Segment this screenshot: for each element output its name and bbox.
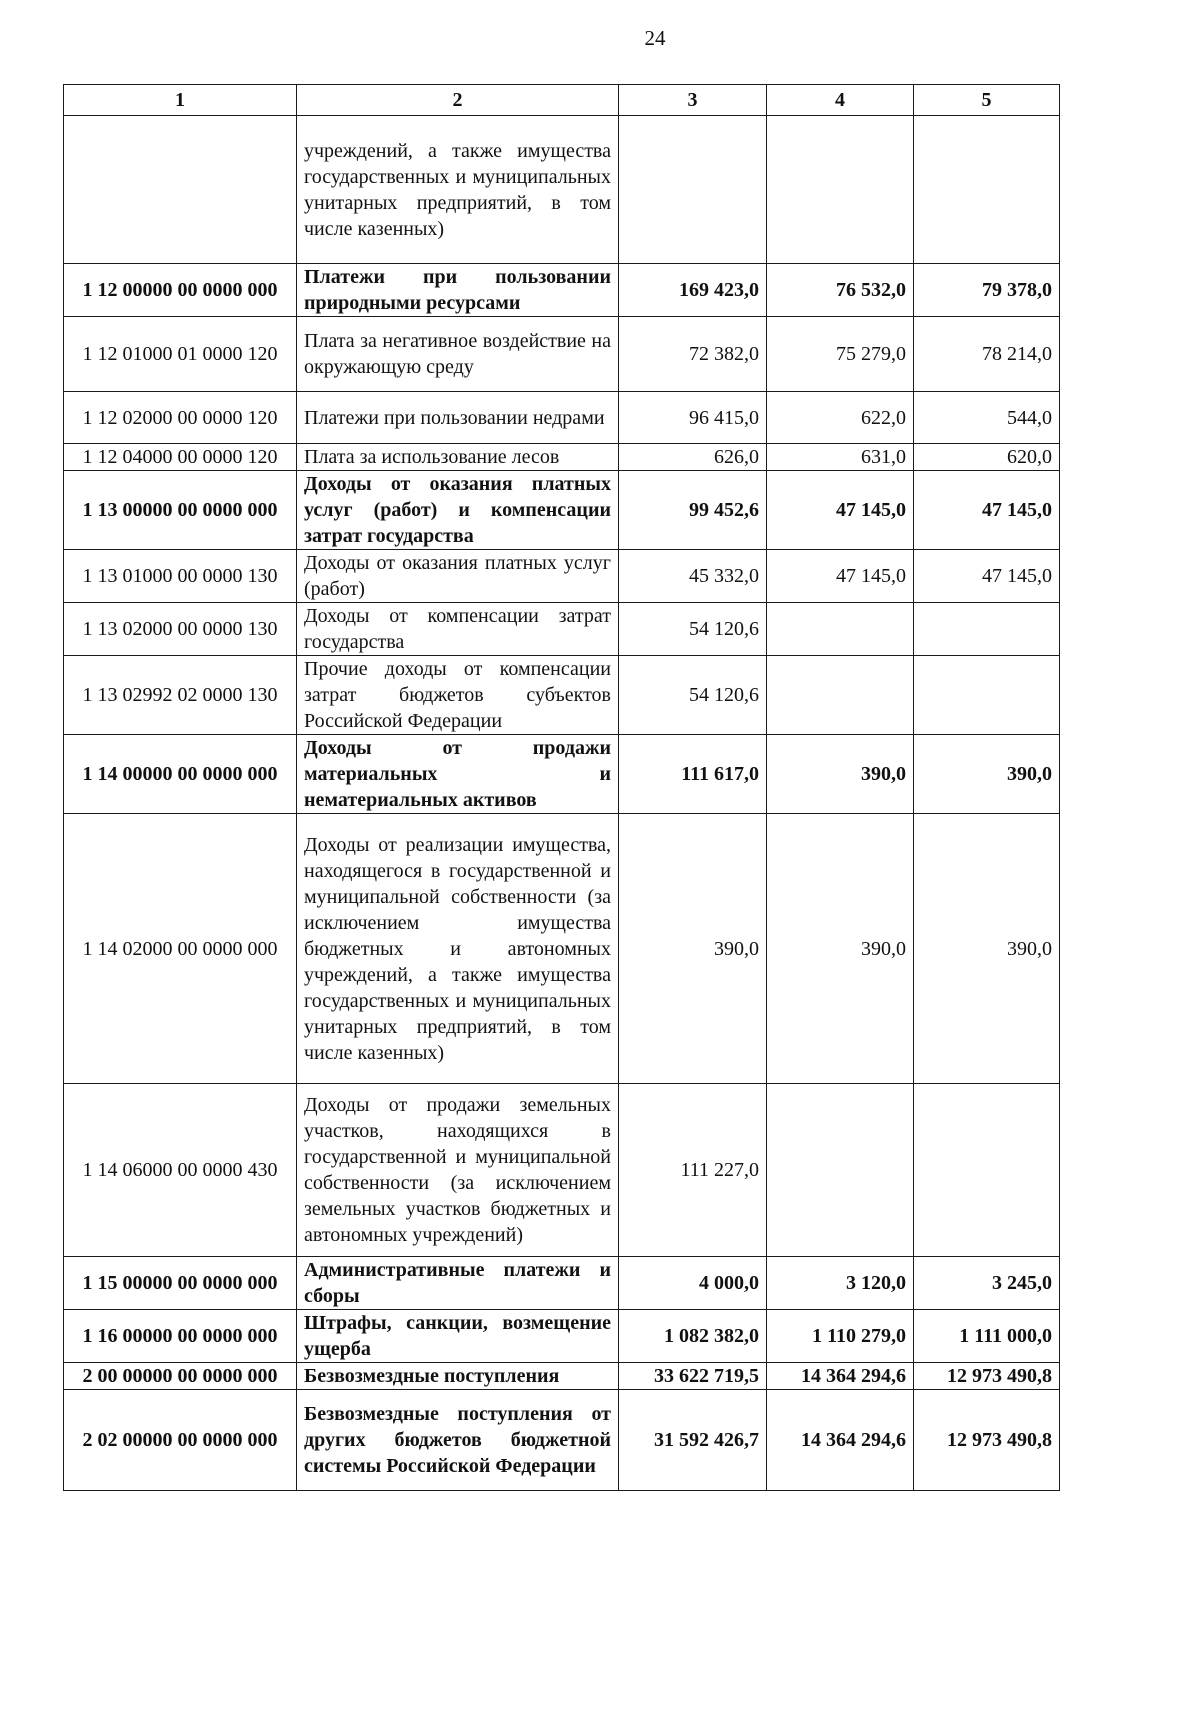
column-header: 3 bbox=[619, 85, 767, 116]
column-header: 2 bbox=[297, 85, 619, 116]
value-cell: 3 120,0 bbox=[767, 1257, 914, 1310]
description-cell: Безвозмездные поступления от других бюджетов бюджетной системы Российской Федерации bbox=[297, 1390, 619, 1491]
value-cell: 111 617,0 bbox=[619, 735, 767, 814]
budget-code-cell: 1 13 00000 00 0000 000 bbox=[64, 471, 297, 550]
value-cell: 72 382,0 bbox=[619, 317, 767, 392]
column-header: 4 bbox=[767, 85, 914, 116]
value-cell: 390,0 bbox=[914, 814, 1060, 1084]
table-row bbox=[64, 444, 1060, 471]
value-cell: 45 332,0 bbox=[619, 550, 767, 603]
description-cell: Доходы от компенсации затрат государства bbox=[297, 603, 619, 656]
value-cell bbox=[914, 1084, 1060, 1257]
budget-code-cell: 1 15 00000 00 0000 000 bbox=[64, 1257, 297, 1310]
value-cell: 78 214,0 bbox=[914, 317, 1060, 392]
value-cell: 14 364 294,6 bbox=[767, 1390, 914, 1491]
table-row bbox=[64, 656, 1060, 735]
revenue-table bbox=[63, 84, 1060, 1491]
description-cell: Доходы от оказания платных услуг (работ) и компенсации затрат государства bbox=[297, 471, 619, 550]
description-cell: Плата за использование лесов bbox=[297, 444, 619, 471]
value-cell: 47 145,0 bbox=[914, 550, 1060, 603]
budget-code-cell: 1 12 00000 00 0000 000 bbox=[64, 264, 297, 317]
column-header: 1 bbox=[64, 85, 297, 116]
value-cell: 390,0 bbox=[767, 735, 914, 814]
table-row bbox=[64, 116, 1060, 264]
budget-code-cell: 1 13 02000 00 0000 130 bbox=[64, 603, 297, 656]
value-cell: 79 378,0 bbox=[914, 264, 1060, 317]
value-cell: 31 592 426,7 bbox=[619, 1390, 767, 1491]
budget-code-cell: 1 14 06000 00 0000 430 bbox=[64, 1084, 297, 1257]
description-cell: учреждений, а также имущества государственных и муниципальных унитарных предприятий, в том числе казенных) bbox=[297, 116, 619, 264]
table-row bbox=[64, 550, 1060, 603]
value-cell bbox=[914, 656, 1060, 735]
value-cell bbox=[914, 603, 1060, 656]
description-cell: Платежи при пользовании природными ресурсами bbox=[297, 264, 619, 317]
value-cell: 75 279,0 bbox=[767, 317, 914, 392]
budget-code-cell: 1 14 02000 00 0000 000 bbox=[64, 814, 297, 1084]
budget-code-cell: 2 02 00000 00 0000 000 bbox=[64, 1390, 297, 1491]
value-cell: 620,0 bbox=[914, 444, 1060, 471]
value-cell: 47 145,0 bbox=[767, 550, 914, 603]
value-cell: 47 145,0 bbox=[914, 471, 1060, 550]
value-cell: 96 415,0 bbox=[619, 392, 767, 444]
value-cell: 1 110 279,0 bbox=[767, 1310, 914, 1363]
value-cell: 47 145,0 bbox=[767, 471, 914, 550]
table-row bbox=[64, 471, 1060, 550]
table-row bbox=[64, 1363, 1060, 1390]
value-cell: 12 973 490,8 bbox=[914, 1390, 1060, 1491]
description-cell: Доходы от продажи материальных и нематериальных активов bbox=[297, 735, 619, 814]
description-cell: Плата за негативное воздействие на окружающую среду bbox=[297, 317, 619, 392]
table-row bbox=[64, 1084, 1060, 1257]
budget-code-cell: 1 13 02992 02 0000 130 bbox=[64, 656, 297, 735]
description-cell: Штрафы, санкции, возмещение ущерба bbox=[297, 1310, 619, 1363]
description-cell: Прочие доходы от компенсации затрат бюджетов субъектов Российской Федерации bbox=[297, 656, 619, 735]
description-cell: Платежи при пользовании недрами bbox=[297, 392, 619, 444]
description-cell: Доходы от оказания платных услуг (работ) bbox=[297, 550, 619, 603]
value-cell: 33 622 719,5 bbox=[619, 1363, 767, 1390]
value-cell: 76 532,0 bbox=[767, 264, 914, 317]
description-cell: Доходы от продажи земельных участков, находящихся в государственной и муниципальной собственности (за исключением земельных участков бюджетных и автономных учреждений) bbox=[297, 1084, 619, 1257]
table-row bbox=[64, 1390, 1060, 1491]
value-cell: 14 364 294,6 bbox=[767, 1363, 914, 1390]
value-cell bbox=[619, 116, 767, 264]
description-cell: Доходы от реализации имущества, находящегося в государственной и муниципальной собственности (за исключением имущества бюджетных и автономных учреждений, а также имущества государственных и муниципальных унитарных предприятий, в том числе казенных) bbox=[297, 814, 619, 1084]
table-row bbox=[64, 1310, 1060, 1363]
value-cell bbox=[767, 116, 914, 264]
value-cell: 631,0 bbox=[767, 444, 914, 471]
value-cell: 99 452,6 bbox=[619, 471, 767, 550]
value-cell: 390,0 bbox=[914, 735, 1060, 814]
budget-code-cell bbox=[64, 116, 297, 264]
table-row bbox=[64, 317, 1060, 392]
value-cell: 169 423,0 bbox=[619, 264, 767, 317]
value-cell: 3 245,0 bbox=[914, 1257, 1060, 1310]
value-cell: 12 973 490,8 bbox=[914, 1363, 1060, 1390]
budget-code-cell: 1 12 01000 01 0000 120 bbox=[64, 317, 297, 392]
description-cell: Административные платежи и сборы bbox=[297, 1257, 619, 1310]
value-cell: 390,0 bbox=[619, 814, 767, 1084]
budget-code-cell: 1 14 00000 00 0000 000 bbox=[64, 735, 297, 814]
column-header: 5 bbox=[914, 85, 1060, 116]
value-cell: 54 120,6 bbox=[619, 656, 767, 735]
value-cell bbox=[914, 116, 1060, 264]
value-cell: 390,0 bbox=[767, 814, 914, 1084]
table-row bbox=[64, 1257, 1060, 1310]
value-cell: 54 120,6 bbox=[619, 603, 767, 656]
budget-code-cell: 1 16 00000 00 0000 000 bbox=[64, 1310, 297, 1363]
value-cell: 1 111 000,0 bbox=[914, 1310, 1060, 1363]
value-cell: 111 227,0 bbox=[619, 1084, 767, 1257]
table-header-row bbox=[64, 85, 1060, 116]
page-number: 24 bbox=[644, 26, 666, 50]
value-cell: 544,0 bbox=[914, 392, 1060, 444]
table-row bbox=[64, 392, 1060, 444]
value-cell: 626,0 bbox=[619, 444, 767, 471]
value-cell bbox=[767, 603, 914, 656]
value-cell: 622,0 bbox=[767, 392, 914, 444]
table-row bbox=[64, 814, 1060, 1084]
budget-code-cell: 2 00 00000 00 0000 000 bbox=[64, 1363, 297, 1390]
budget-code-cell: 1 13 01000 00 0000 130 bbox=[64, 550, 297, 603]
budget-code-cell: 1 12 04000 00 0000 120 bbox=[64, 444, 297, 471]
value-cell: 4 000,0 bbox=[619, 1257, 767, 1310]
table-row bbox=[64, 264, 1060, 317]
description-cell: Безвозмездные поступления bbox=[297, 1363, 619, 1390]
value-cell bbox=[767, 656, 914, 735]
table-row bbox=[64, 735, 1060, 814]
budget-code-cell: 1 12 02000 00 0000 120 bbox=[64, 392, 297, 444]
table-row bbox=[64, 603, 1060, 656]
value-cell: 1 082 382,0 bbox=[619, 1310, 767, 1363]
value-cell bbox=[767, 1084, 914, 1257]
